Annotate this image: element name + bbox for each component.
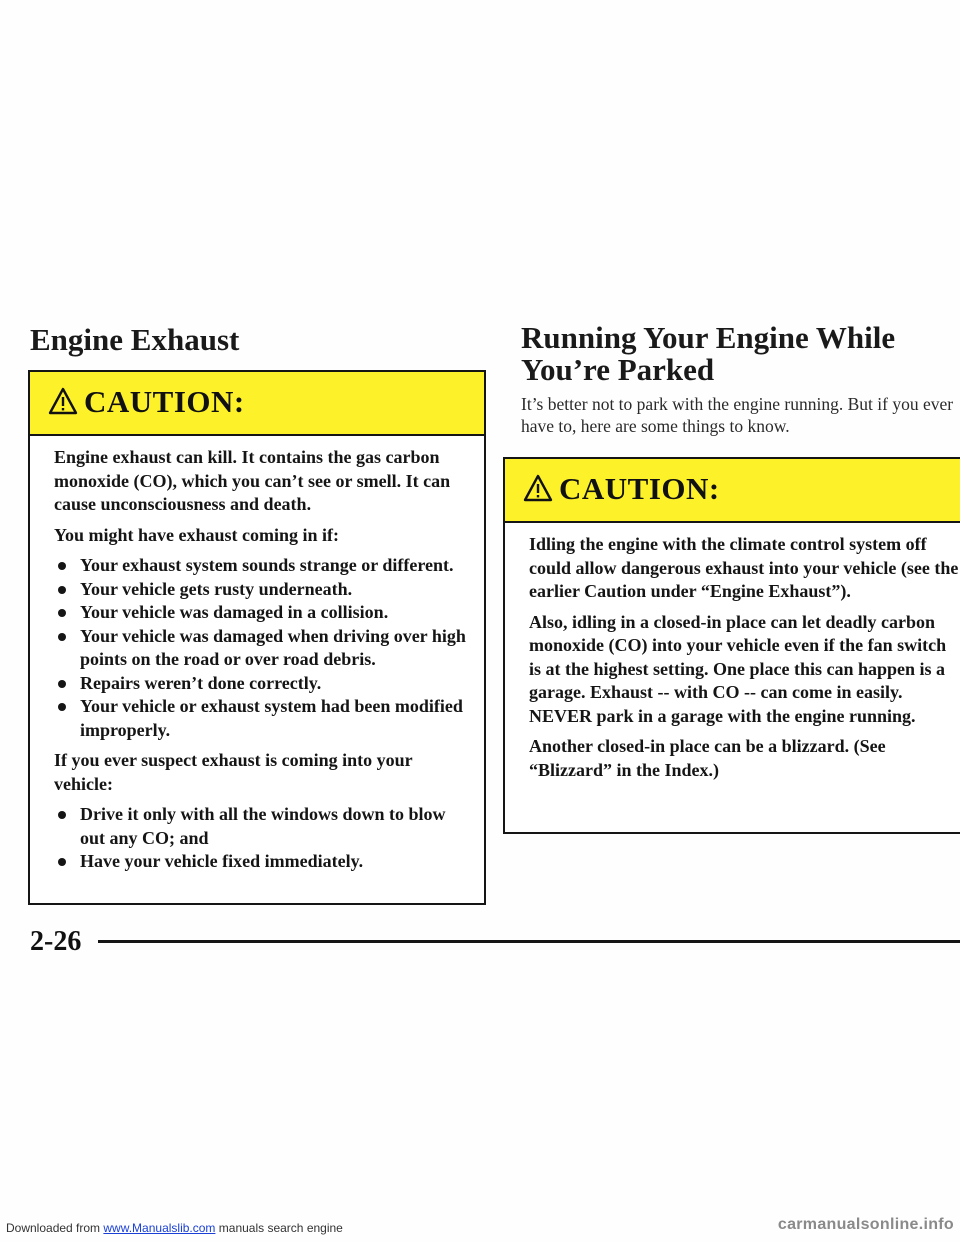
section-title-running-while-parked: Running Your Engine While You’re Parked	[521, 320, 896, 387]
list-item: Drive it only with all the windows down to blow out any CO; and	[54, 803, 470, 850]
caution-lead-in: You might have exhaust coming in if:	[54, 524, 340, 545]
page-number: 2-26	[30, 926, 82, 957]
caution-box-engine-exhaust	[28, 370, 486, 905]
caution-suspect-text: If you ever suspect exhaust is coming into your vehicle:	[54, 750, 413, 794]
manualslib-link[interactable]: www.Manualslib.com	[103, 1221, 216, 1235]
caution-paragraph: Another closed-in place can be a blizzard. (See “Blizzard” in the Index.)	[529, 736, 886, 780]
caution-body	[30, 436, 484, 874]
caution-header	[30, 372, 484, 436]
list-item: Your exhaust system sounds strange or different.	[54, 554, 470, 578]
caution-body	[505, 523, 960, 782]
caution-label: CAUTION:	[84, 384, 245, 419]
footer-divider	[98, 940, 960, 943]
attribution-suffix: manuals search engine	[215, 1221, 343, 1235]
list-item: Repairs weren’t done correctly.	[54, 672, 470, 696]
caution-intro: Engine exhaust can kill. It contains the gas carbon monoxide (CO), which you can’t see or smell. It can cause unconsciousness and death.	[54, 447, 451, 514]
section-title-engine-exhaust: Engine Exhaust	[30, 322, 240, 357]
list-item: Your vehicle was damaged when driving over high points on the road or over road debris.	[54, 625, 470, 672]
site-watermark: carmanualsonline.info	[777, 1216, 954, 1233]
list-item: Your vehicle or exhaust system had been modified improperly.	[54, 695, 470, 742]
list-item: Your vehicle was damaged in a collision.	[54, 601, 470, 625]
section-intro-text	[521, 393, 960, 437]
exhaust-conditions-list	[54, 554, 470, 742]
warning-triangle-icon	[48, 386, 78, 416]
caution-paragraph: Idling the engine with the climate control system off could allow dangerous exhaust into your vehicle (see the earlier Caution under “Engine Exhaust”).	[529, 534, 959, 601]
caution-header	[505, 459, 960, 523]
list-item: Your vehicle gets rusty underneath.	[54, 578, 470, 602]
caution-paragraph: Also, idling in a closed-in place can let deadly carbon monoxide (CO) into your vehicle even if the fan switch is at the highest setting. One place this can happen is a garage. Exhaust -- with CO -- can come in easily. NEVER park in a garage with the engine running.	[529, 611, 947, 726]
exhaust-actions-list	[54, 803, 470, 874]
attribution-prefix: Downloaded from	[6, 1221, 104, 1235]
caution-label: CAUTION:	[559, 471, 720, 506]
list-item: Have your vehicle fixed immediately.	[54, 850, 470, 874]
intro-text-content: It’s better not to park with the engine running. But if you ever have to, here are some things to know.	[521, 394, 954, 436]
download-attribution	[6, 1221, 343, 1235]
warning-triangle-icon	[523, 473, 553, 503]
caution-box-parked	[503, 457, 960, 834]
